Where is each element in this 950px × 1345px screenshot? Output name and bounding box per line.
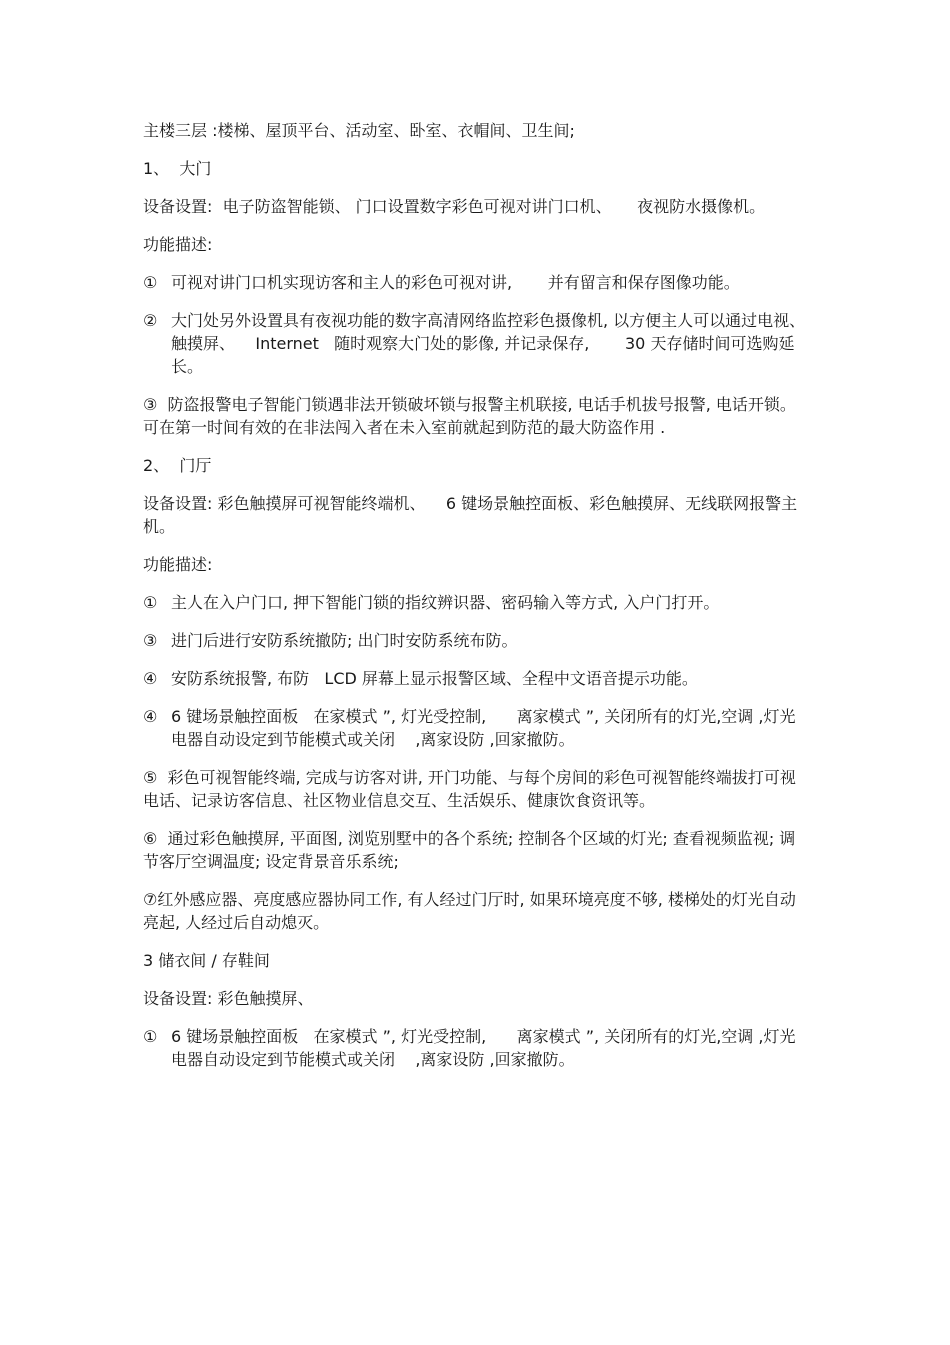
function-label-gate: 功能描述: [143,235,213,254]
item-text: 大门处另外设置具有夜视功能的数字高清网络监控彩色摄像机, 以方便主人可以通过电视、触摸屏、 Internet 随时观察大门处的影像, 并记录保存, 30 天存储时间可选购延长。 [171,311,806,376]
intro-line: 主楼三层 :楼梯、屋顶平台、活动室、卧室、衣帽间、卫生间; [143,121,575,140]
item-text: 主人在入户门口, 押下智能门锁的指纹辨识器、密码输入等方式, 入户门打开。 [171,593,720,612]
equipment-settings-closet: 设备设置: 彩色触摸屏、 [143,989,314,1008]
item-number: ③ [143,631,158,650]
anti-theft-paragraph: ③ 防盗报警电子智能门锁遇非法开锁破坏锁与报警主机联接, 电话手机拔号报警, 电话开锁。可在第一时间有效的在非法闯入者在未入室前就起到防范的最大防盗作用 . [143,395,796,437]
list-item [143,705,811,751]
item-text: 可视对讲门口机实现访客和主人的彩色可视对讲, 并有留言和保存图像功能。 [171,273,740,292]
list-item [143,591,811,614]
section-heading-closet: 3 储衣间 / 存鞋间 [143,951,270,970]
list-item [143,1025,811,1071]
item-text: 6 键场景触控面板 在家模式 ”, 灯光受控制, 离家模式 ”, 关闭所有的灯光,空调 ,灯光电器自动设定到节能模式或关闭 ,离家设防 ,回家撤防。 [171,1027,796,1069]
equipment-settings-foyer: 设备设置: 彩色触摸屏可视智能终端机、 6 键场景触控面板、彩色触摸屏、无线联网报警主机。 [143,494,798,536]
sensor-paragraph: ⑦红外感应器、亮度感应器协同工作, 有人经过门厅时, 如果环境亮度不够, 楼梯处的灯光自动亮起, 人经过后自动熄灭。 [143,890,796,932]
item-number: ④ [143,669,158,688]
list-item [143,629,811,652]
item-text: 安防系统报警, 布防 LCD 屏幕上显示报警区域、全程中文语音提示功能。 [171,669,698,688]
equipment-settings-gate: 设备设置: 电子防盗智能锁、 门口设置数字彩色可视对讲门口机、 夜视防水摄像机。 [143,197,766,216]
list-item [143,271,811,294]
item-number: ④ [143,707,158,726]
video-terminal-paragraph: ⑤ 彩色可视智能终端, 完成与访客对讲, 开门功能、与每个房间的彩色可视智能终端拔打可视电话、记录访客信息、社区物业信息交互、生活娱乐、健康饮食资讯等。 [143,768,796,810]
section-heading-foyer: 2、 门厅 [143,456,212,475]
document-body [143,119,811,1086]
item-text: 6 键场景触控面板 在家模式 ”, 灯光受控制, 离家模式 ”, 关闭所有的灯光,空调 ,灯光电器自动设定到节能模式或关闭 ,离家设防 ,回家撤防。 [171,707,796,749]
list-item [143,667,811,690]
list-item [143,309,811,378]
section-heading-gate: 1、 大门 [143,159,212,178]
item-number: ① [143,1027,158,1046]
touchscreen-paragraph: ⑥ 通过彩色触摸屏, 平面图, 浏览别墅中的各个系统; 控制各个区域的灯光; 查看视频监视; 调节客厅空调温度; 设定背景音乐系统; [143,829,796,871]
function-label-foyer: 功能描述: [143,555,213,574]
item-number: ① [143,593,158,612]
item-number: ① [143,273,158,292]
item-number: ② [143,311,158,330]
item-text: 进门后进行安防系统撤防; 出门时安防系统布防。 [171,631,518,650]
